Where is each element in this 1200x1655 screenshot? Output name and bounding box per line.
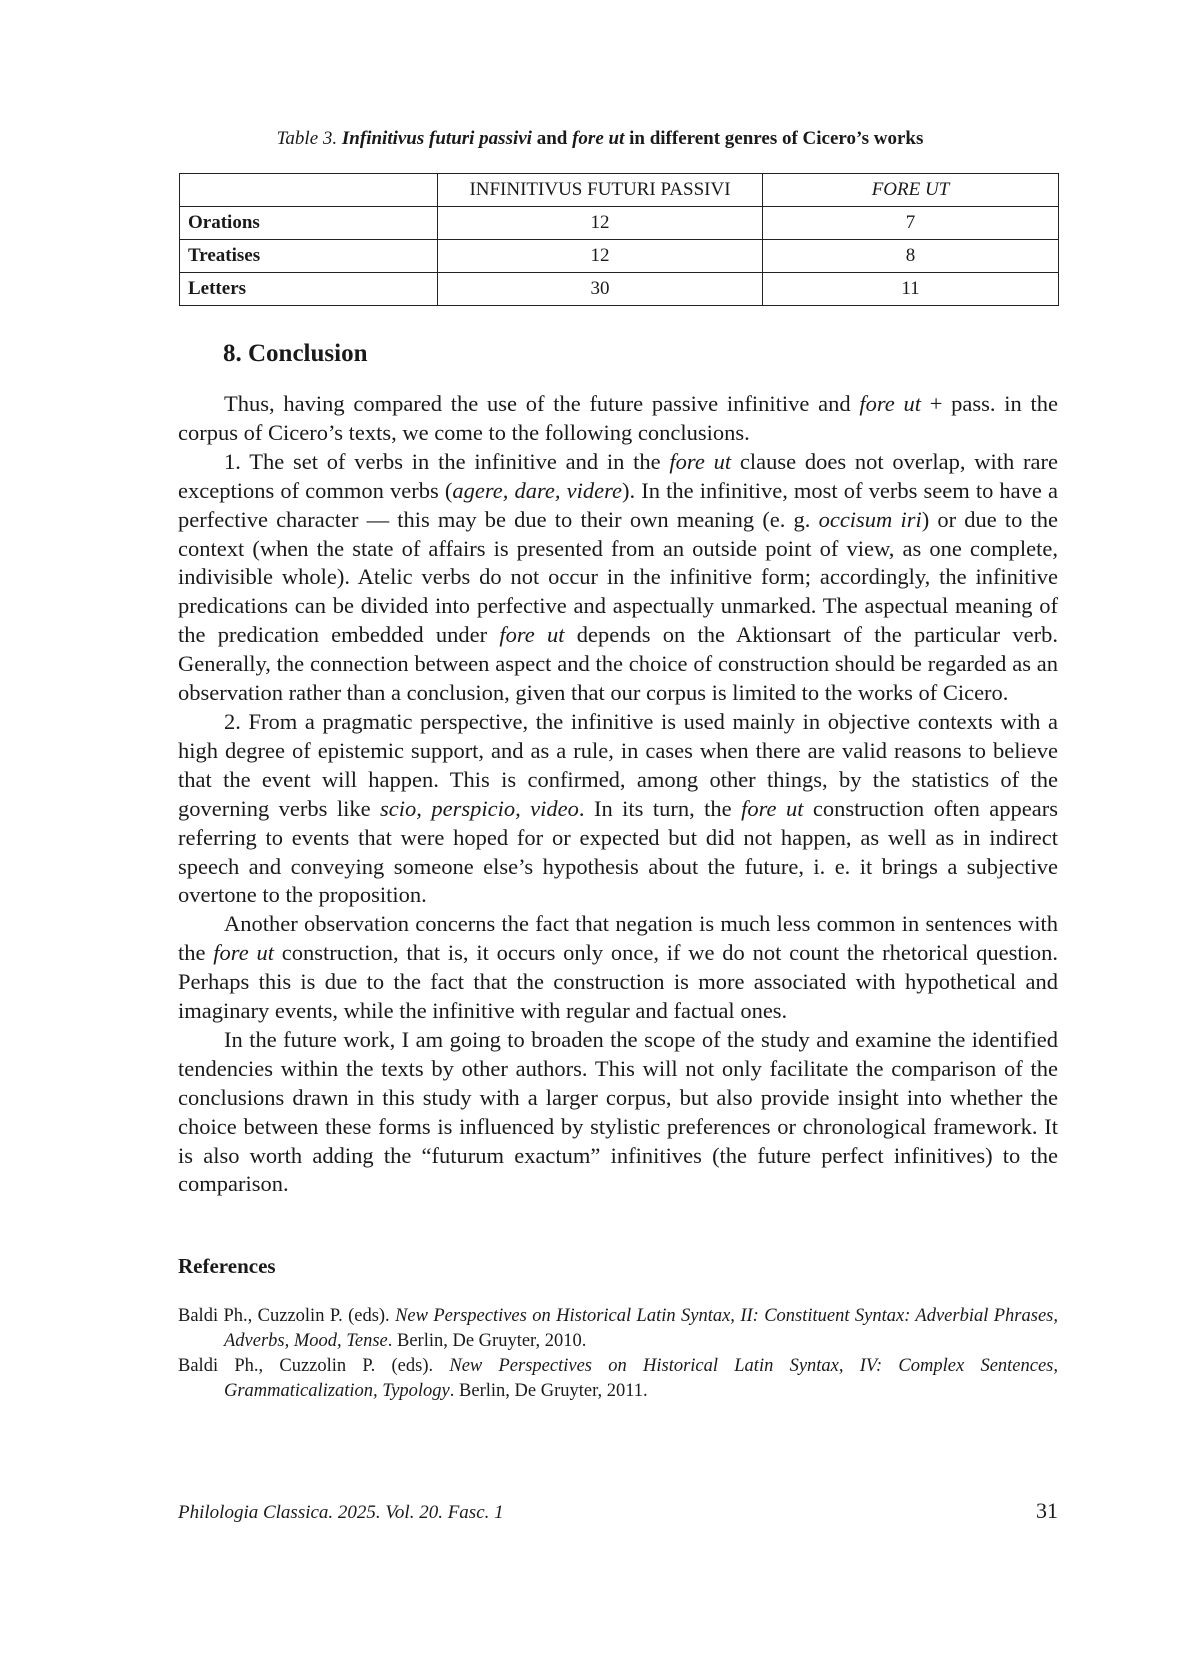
paragraph: In the future work, I am going to broaden the scope of the study and examine the identified tendencies within the texts by other authors. This will not only facilitate the comparison of the conclusions drawn in this study with a larger corpus, but also provide insight into whether the choice between these forms is influenced by stylistic preferences or chronological framework. It is also worth adding the “futurum exactum” infinitives (the future perfect infinitives) to the comparison. [178,1026,1058,1197]
table-header-cell [180,174,438,207]
reference-item: Baldi Ph., Cuzzolin P. (eds). New Perspectives on Historical Latin Syntax, IV: Complex Sentences, Grammaticalization, Typology. Berlin, De Gruyter, 2011. [178,1356,1058,1401]
table-cell-infinitivus: 12 [438,240,763,273]
references-list [178,1304,1058,1404]
paragraph: 1. The set of verbs in the infinitive and in the fore ut clause does not overlap, with rare exceptions of common verbs (agere, dare, videre). In the infinitive, most of verbs seem to have a perfective character — this may be due to their own meaning (e. g. occisum iri) or due to the context (when the state of affairs is presented from an outside point of view, as one complete, indivisible whole). Atelic verbs do not occur in the infinitive form; accordingly, the infinitive predications can be divided into perfective and aspectually unmarked. The aspectual meaning of the predication embedded under fore ut depends on the Aktionsart of the particular verb. Generally, the connection between aspect and the choice of construction should be regarded as an observation rather than a conclusion, given that our corpus is limited to the works of Cicero. [178,448,1059,706]
table-cell-fore-ut: 11 [763,273,1059,306]
table-row [180,273,1059,306]
table-header-cell: FORE UT [763,174,1059,207]
table-cell-fore-ut: 8 [763,240,1059,273]
table-cell-infinitivus: 12 [438,207,763,240]
table-cell-infinitivus: 30 [438,273,763,306]
table-cell-genre: Letters [180,273,438,306]
table-caption-title: Infinitivus futuri passivi and fore ut in different genres of Cicero’s works [341,128,924,149]
page-number: 31 [1036,1498,1058,1523]
paragraph: Thus, having compared the use of the future passive infinitive and fore ut + pass. in the corpus of Cicero’s texts, we come to the following conclusions. [178,391,1058,445]
section-title: 8. Conclusion [223,340,368,367]
table-cell-genre: Treatises [180,240,438,273]
data-table [179,173,1059,306]
paragraph: 2. From a pragmatic perspective, the infinitive is used mainly in objective contexts with a high degree of epistemic support, and as a rule, in cases when there are valid reasons to believe that the event will happen. This is confirmed, among other things, by the statistics of the governing verbs like scio, perspicio, video. In its turn, the fore ut construction often appears referring to events that were hoped for or expected but did not happen, as well as in indirect speech and conveying someone else’s hypothesis about the future, i. e. it brings a subjective overtone to the proposition. [178,708,1058,908]
table-row [180,240,1059,273]
table-cell-genre: Orations [180,207,438,240]
table-caption-label: Table 3. [276,128,338,149]
table-caption [150,126,1050,152]
section-body [178,390,1058,1199]
footer-journal: Philologia Classica. 2025. Vol. 20. Fasc. 1 [178,1502,504,1523]
reference-item: Baldi Ph., Cuzzolin P. (eds). New Perspectives on Historical Latin Syntax, II: Constituent Syntax: Adverbial Phrases, Adverbs, Mood, Tense. Berlin, De Gruyter, 2010. [178,1306,1058,1351]
table-header-row [180,174,1059,207]
paragraph: Another observation concerns the fact that negation is much less common in sentences with the fore ut construction, that is, it occurs only once, if we do not count the rhetorical question. Perhaps this is due to the fact that the construction is more associated with hypothetical and imaginary events, while the infinitive with regular and factual ones. [178,911,1058,1024]
table-header-cell: INFINITIVUS FUTURI PASSIVI [438,174,763,207]
table-cell-fore-ut: 7 [763,207,1059,240]
references-title: References [178,1254,276,1278]
table-row [180,207,1059,240]
